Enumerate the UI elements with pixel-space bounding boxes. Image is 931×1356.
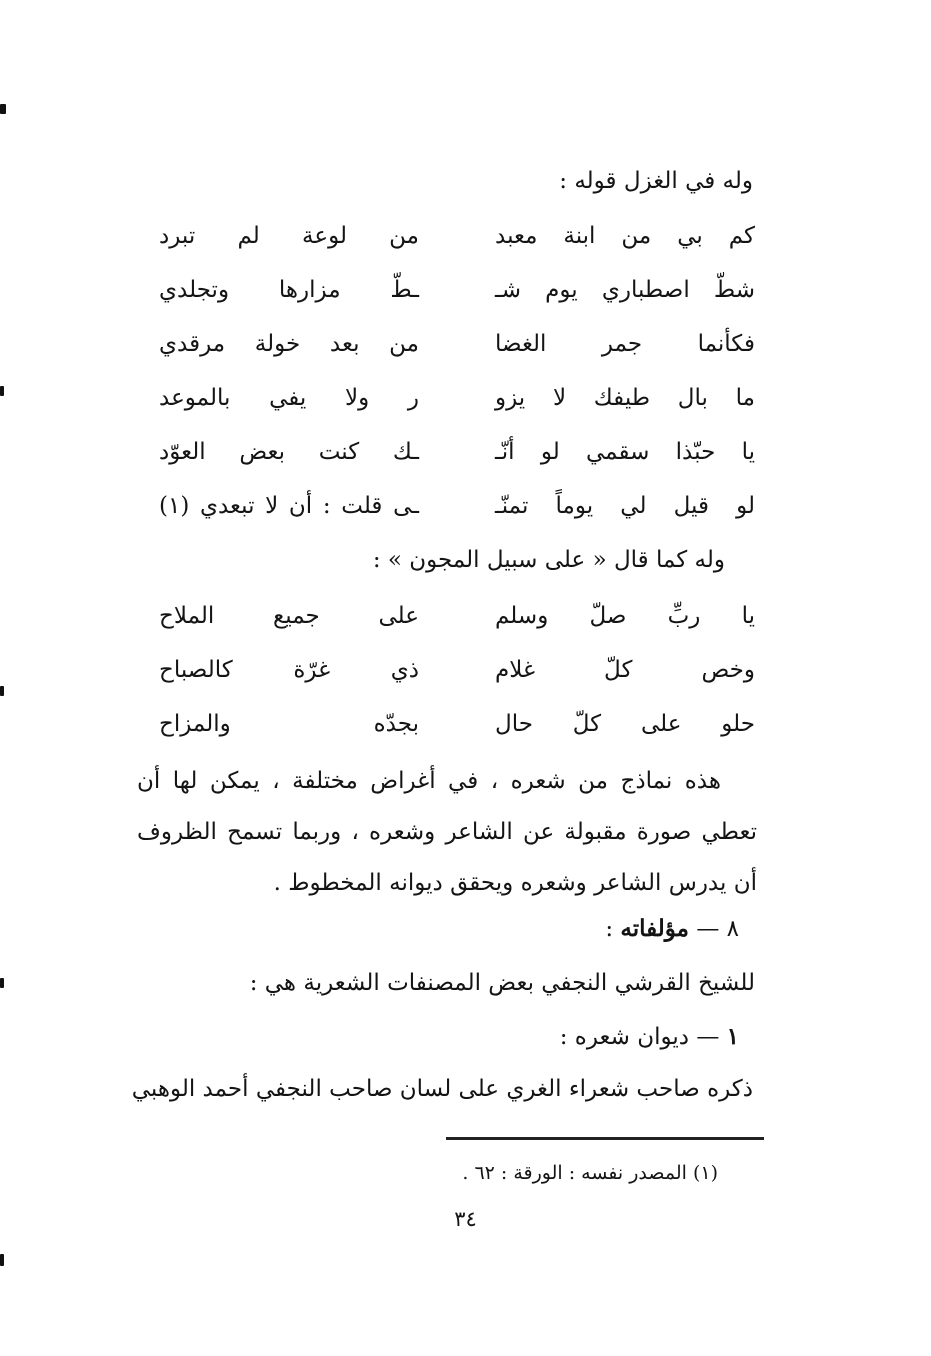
hemistich-right: يا حبّذا سقمي لو أنّـ — [495, 439, 755, 465]
binding-mark — [0, 978, 4, 988]
hemistich-right: شطّ اصطباري يوم شـ — [495, 277, 755, 303]
hemistich-left: من بعد خولة مرقدي — [159, 331, 419, 357]
hemistich-left: من لوعة لم تبرد — [159, 223, 419, 249]
body-paragraph: هذه نماذج من شعره ، في أغراض مختلفة ، يمكن لها أن تعطي صورة مقبولة عن الشاعر وشعره ، وربما تسمح الظروف أن يدرس الشاعر وشعره ويحقق ديوانه المخطوط . — [137, 768, 757, 896]
intro-ghazal: وله في الغزل قوله : — [559, 168, 753, 194]
page-number: ٣٤ — [454, 1207, 477, 1231]
hemistich-left: ـك كنت بعض العوّد — [159, 439, 419, 465]
section-title: مؤلفاته — [620, 915, 690, 942]
hemistich-left: ر ولا يفي بالموعد — [159, 385, 419, 411]
section-number: ٨ — — [696, 916, 739, 942]
section-colon: : — [605, 916, 614, 942]
hemistich-right: حلو على كلّ حال — [495, 711, 755, 737]
hemistich-left: ـى قلت : أن لا تبعدي (١) — [159, 493, 419, 519]
footnote: (١) المصدر نفسه : الورقة : ٦٢ . — [462, 1162, 718, 1184]
hemistich-left: ـطّ مزارها وتجلدي — [159, 277, 419, 303]
section-intro: للشيخ القرشي النجفي بعض المصنفات الشعرية هي : — [249, 970, 755, 996]
binding-mark — [0, 104, 6, 114]
list-item-number: ١ — [726, 1023, 739, 1050]
hemistich-right: وخص كلّ غلام — [495, 657, 755, 683]
list-item-title: — ديوان شعره : — [559, 1024, 720, 1050]
hemistich-right: كم بي من ابنة معبد — [495, 223, 755, 249]
footnote-rule — [446, 1137, 764, 1140]
hemistich-right: يا ربِّ صلّ وسلم — [495, 603, 755, 629]
hemistich-right: ما بال طيفك لا يزو — [495, 385, 755, 411]
binding-mark — [0, 1254, 4, 1266]
body-line: ذكره صاحب شعراء الغري على لسان صاحب النجفي أحمد الوهبي — [131, 1076, 753, 1102]
binding-mark — [0, 386, 4, 396]
section-heading — [605, 914, 739, 944]
binding-mark — [0, 686, 4, 696]
hemistich-left: ذي غرّة كالصباح — [159, 657, 419, 683]
list-item-heading — [560, 1022, 739, 1052]
hemistich-left: على جميع الملاح — [159, 603, 419, 629]
intro-mujun: وله كما قال « على سبيل المجون » : — [372, 547, 725, 573]
hemistich-left: بجدّه والمزاح — [159, 711, 419, 737]
hemistich-right: لو قيل لي يوماً تمنّـ — [495, 493, 755, 519]
hemistich-right: فكأنما جمر الغضا — [495, 331, 755, 357]
